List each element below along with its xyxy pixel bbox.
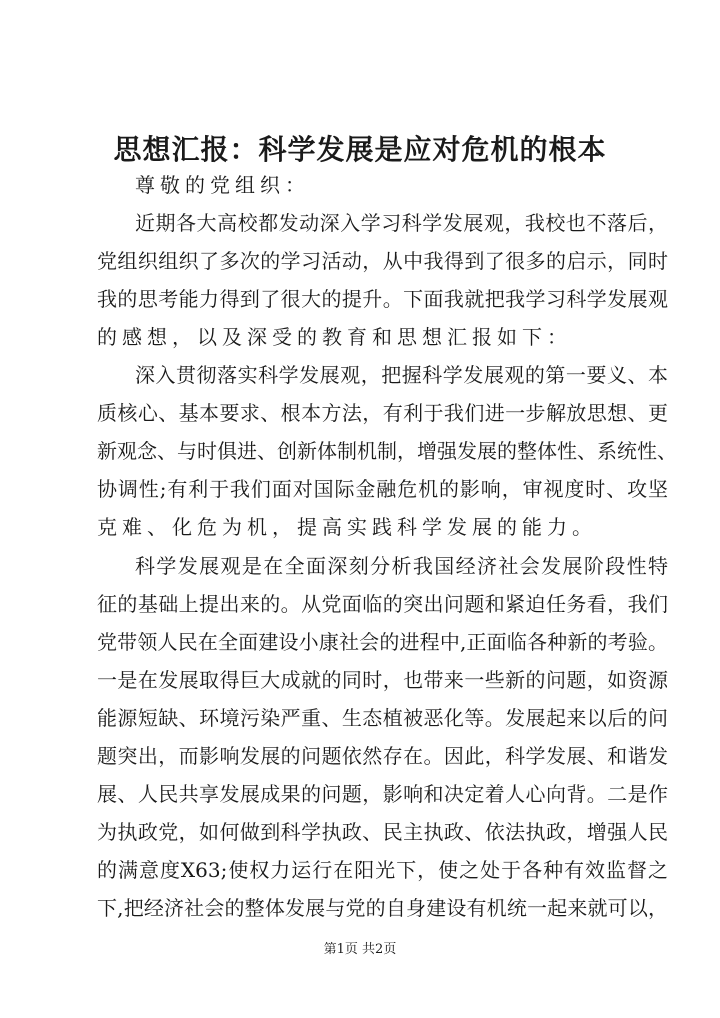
paragraph-line: 征的基础上提出来的。从党面临的突出问题和紧迫任务看，我们: [97, 591, 668, 616]
paragraph-line: 的感想，以及深受的教育和思想汇报如下：: [97, 325, 572, 350]
paragraph-line: 克难、化危为机，提高实践科学发展的能力。: [97, 515, 597, 540]
document-title: 思想汇报：科学发展是应对危机的根本: [113, 133, 607, 166]
salutation: 尊敬的党组织：: [135, 173, 310, 197]
page-footer: 第1页 共2页: [323, 942, 397, 957]
paragraph-line: 为执政党，如何做到科学执政、民主执政、依法执政，增强人民: [97, 819, 668, 844]
paragraph-line: 能源短缺、环境污染严重、生态植被恶化等。发展起来以后的问: [97, 705, 668, 730]
paragraph-line: 新观念、与时俱进、创新体制机制，增强发展的整体性、系统性、: [97, 439, 677, 464]
paragraph-line: 科学发展观是在全面深刻分析我国经济社会发展阶段性特: [135, 553, 668, 578]
paragraph-line: 下,把经济社会的整体发展与党的自身建设有机统一起来就可以，: [97, 895, 668, 920]
paragraph-line: 质核心、基本要求、根本方法，有利于我们进一步解放思想、更: [97, 401, 668, 426]
paragraph-line: 协调性;有利于我们面对国际金融危机的影响，审视度时、攻坚: [97, 477, 668, 502]
paragraph-line: 党组织组织了多次的学习活动，从中我得到了很多的启示，同时: [97, 249, 668, 274]
paragraph-line: 的满意度X63;使权力运行在阳光下，使之处于各种有效监督之: [97, 857, 668, 882]
paragraph-line: 展、人民共享发展成果的问题，影响和决定着人心向背。二是作: [97, 781, 668, 806]
paragraph-line: 我的思考能力得到了很大的提升。下面我就把我学习科学发展观: [97, 287, 668, 312]
paragraph-line: 题突出，而影响发展的问题依然存在。因此，科学发展、和谐发: [97, 743, 668, 768]
paragraph-line: 党带领人民在全面建设小康社会的进程中,正面临各种新的考验。: [97, 629, 668, 654]
paragraph-line: 一是在发展取得巨大成就的同时，也带来一些新的问题，如资源: [97, 667, 668, 692]
paragraph-line: 近期各大高校都发动深入学习科学发展观，我校也不落后，: [135, 211, 668, 236]
paragraph-line: 深入贯彻落实科学发展观，把握科学发展观的第一要义、本: [135, 363, 668, 388]
